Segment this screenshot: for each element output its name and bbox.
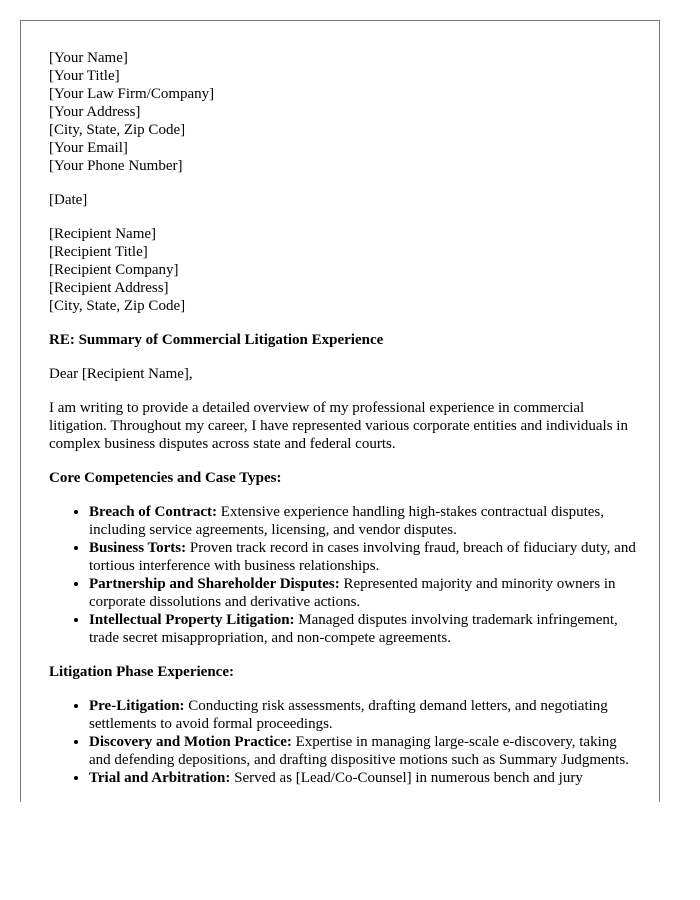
- sender-email: [Your Email]: [49, 140, 128, 156]
- competencies-heading: Core Competencies and Case Types:: [49, 470, 282, 486]
- recipient-block: [49, 225, 639, 315]
- list-item-text: Expertise in managing large-scale e-discovery, taking and defending depositions, and drafting dispositive motions such as Summary Judgments.: [89, 734, 629, 768]
- recipient-title: [Recipient Title]: [49, 244, 148, 260]
- list-item-text: Represented majority and minority owners in corporate dissolutions and derivative actions.: [89, 576, 616, 610]
- recipient-company: [Recipient Company]: [49, 262, 179, 278]
- sender-title: [Your Title]: [49, 68, 120, 84]
- sender-city: [City, State, Zip Code]: [49, 122, 186, 138]
- list-item-label: Breach of Contract:: [89, 504, 218, 520]
- list-item-label: Discovery and Motion Practice:: [89, 734, 292, 750]
- letter-date: [Date]: [49, 192, 88, 208]
- list-item-text: Served as [Lead/Co-Counsel] in numerous bench and jury: [230, 770, 583, 786]
- letter-page: [20, 20, 660, 802]
- intro-paragraph: I am writing to provide a detailed overview of my professional experience in commercial litigation. Throughout my career, I have represented various corporate entities and individuals in complex business disputes across state and federal courts.: [49, 400, 628, 452]
- subject-line: RE: Summary of Commercial Litigation Experience: [49, 332, 384, 348]
- phases-list: [49, 697, 639, 787]
- list-item-text: Extensive experience handling high-stakes contractual disputes, including service agreements, licensing, and vendor disputes.: [89, 504, 604, 538]
- sender-block: [49, 49, 639, 175]
- recipient-city: [City, State, Zip Code]: [49, 298, 186, 314]
- list-item-label: Intellectual Property Litigation:: [89, 612, 295, 628]
- recipient-address: [Recipient Address]: [49, 280, 169, 296]
- recipient-name: [Recipient Name]: [49, 226, 157, 242]
- list-item: [89, 733, 639, 769]
- salutation: Dear [Recipient Name],: [49, 366, 193, 382]
- list-item-text: Conducting risk assessments, drafting demand letters, and negotiating settlements to avoid formal proceedings.: [89, 698, 608, 732]
- list-item: [89, 611, 639, 647]
- letter-content: [49, 49, 639, 787]
- list-item-label: Pre-Litigation:: [89, 698, 185, 714]
- list-item-text: Managed disputes involving trademark infringement, trade secret misappropriation, and non-compete agreements.: [89, 612, 618, 646]
- list-item-label: Trial and Arbitration:: [89, 770, 231, 786]
- phases-heading: Litigation Phase Experience:: [49, 664, 234, 680]
- competencies-list: [49, 503, 639, 647]
- sender-phone: [Your Phone Number]: [49, 158, 183, 174]
- list-item-label: Partnership and Shareholder Disputes:: [89, 576, 340, 592]
- list-item: [89, 539, 639, 575]
- list-item: [89, 697, 639, 733]
- sender-address: [Your Address]: [49, 104, 141, 120]
- list-item: [89, 769, 639, 787]
- list-item: [89, 575, 639, 611]
- sender-name: [Your Name]: [49, 50, 128, 66]
- list-item-label: Business Torts:: [89, 540, 187, 556]
- list-item: [89, 503, 639, 539]
- list-item-text: Proven track record in cases involving fraud, breach of fiduciary duty, and tortious interference with business relationships.: [89, 540, 636, 574]
- sender-firm: [Your Law Firm/Company]: [49, 86, 215, 102]
